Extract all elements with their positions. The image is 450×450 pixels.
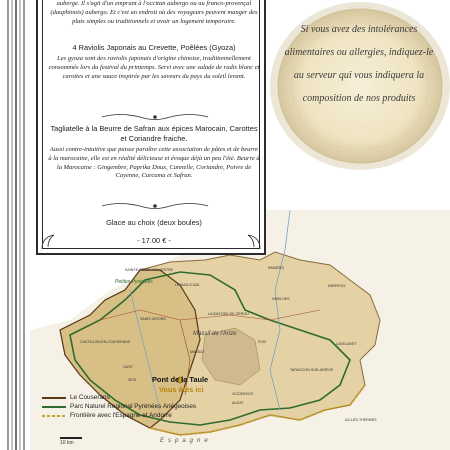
town-label: LAVELANET: [336, 342, 357, 346]
you-are-here-label: Vous êtes ici: [159, 385, 204, 394]
legend-label: Parc Naturel Regional Pyrénées Ariégeoises: [70, 403, 197, 410]
town-label: LE MAS-D'AZIL: [175, 283, 201, 287]
town-label: SAINT-GIRONS: [140, 317, 166, 321]
town-label: SAINTE-CROIX-VOLVESTRE: [125, 268, 174, 272]
town-label: MIREPOIX: [328, 284, 346, 288]
legend-label: Frontière avec l'Espagne et Andorre: [70, 412, 172, 419]
scale-label: 10 km: [60, 440, 74, 446]
spain-label: Espagne: [160, 438, 212, 444]
town-label: MASSAT: [190, 350, 205, 354]
legend-swatch: [42, 406, 66, 408]
town-label: AUZAT: [232, 401, 244, 405]
town-label: AX-LES-THERMES: [345, 418, 377, 422]
town-label: SEIX: [128, 378, 137, 382]
town-label: VARILHES: [272, 297, 290, 301]
legend-item: [40, 411, 240, 420]
pyrenees-label: Petites Pyrénées: [115, 279, 153, 285]
menu-price: - 17.00 € -: [137, 236, 171, 245]
town-label: LA BASTIDE-DE-SÉROU: [208, 312, 249, 316]
corner-ornament-right: [242, 231, 262, 251]
dish2-description: Aussi contre-intuitive que puisse paraître cette association de pâtes et de beurre à la marocaine, elle est en réalité délicieuse et évoque déjà un peu l'été. Beurre à la Marocaine : Gingembre, Paprika Doux, Cannelle, Coriandre, Poivre de Cayenne, Curcuma et Safran.: [48, 146, 260, 180]
legend-swatch: [42, 415, 66, 417]
town-label: OUST: [123, 365, 133, 369]
town-label: PAMIERS: [268, 266, 284, 270]
pont-de-la-taule-label: Pont de la Taule: [152, 375, 209, 384]
ornament-divider: [100, 201, 210, 211]
map-scale: [60, 436, 82, 446]
allergy-notice: Si vous avez des intolérances alimentaires ou allergies, indiquez-le au serveur qui vous indiquera la composition de nos produits: [284, 24, 434, 104]
town-label: VICDESSOS: [232, 392, 253, 396]
legend-swatch: [42, 397, 66, 399]
menu-card: [36, 0, 266, 255]
ornament-divider: [100, 112, 210, 122]
legend-item: [40, 402, 240, 411]
decorative-vertical-lines: [6, 0, 32, 450]
map-legend: [40, 393, 240, 420]
legend-label: Le Couserans: [70, 394, 110, 401]
massif-label: Massif de l'Arize: [193, 331, 237, 337]
corner-ornament-left: [40, 231, 60, 251]
legend-item: [40, 393, 240, 402]
town-label: FOIX: [258, 340, 267, 344]
town-label: TARASCON-SUR-ARIÈGE: [290, 368, 334, 372]
dish1-title: 4 Raviolis Japonais au Crevette, Poêlées (Gyoza): [72, 43, 236, 52]
dish1-description: Les gyoza sont des raviolis japonais d'origine chinoise, traditionnellement consommés lors du festival du printemps. Servi avec une salade de radis blanc et carottes et une sauce inspirée par les saveurs du pays du soleil levant.: [48, 55, 260, 80]
dish2-title: Tagliatelle à la Beurre de Safran aux épices Marocain, Carottes et Coriandre fraiche.: [50, 124, 258, 143]
town-label: CASTILLON-EN-COUSERANS: [80, 340, 131, 344]
auberge-description: auberge. Il s'agit d'un emprunt à l'occitan aubergo ou au franco-provençal (dauphinois) aubergo. Et c'est un endroit où des voyageurs peuvent manger des plats simples ou traditionnels et avoir un logement temporaire.: [50, 0, 258, 25]
dessert-line: Glace au choix (deux boules): [106, 218, 202, 227]
